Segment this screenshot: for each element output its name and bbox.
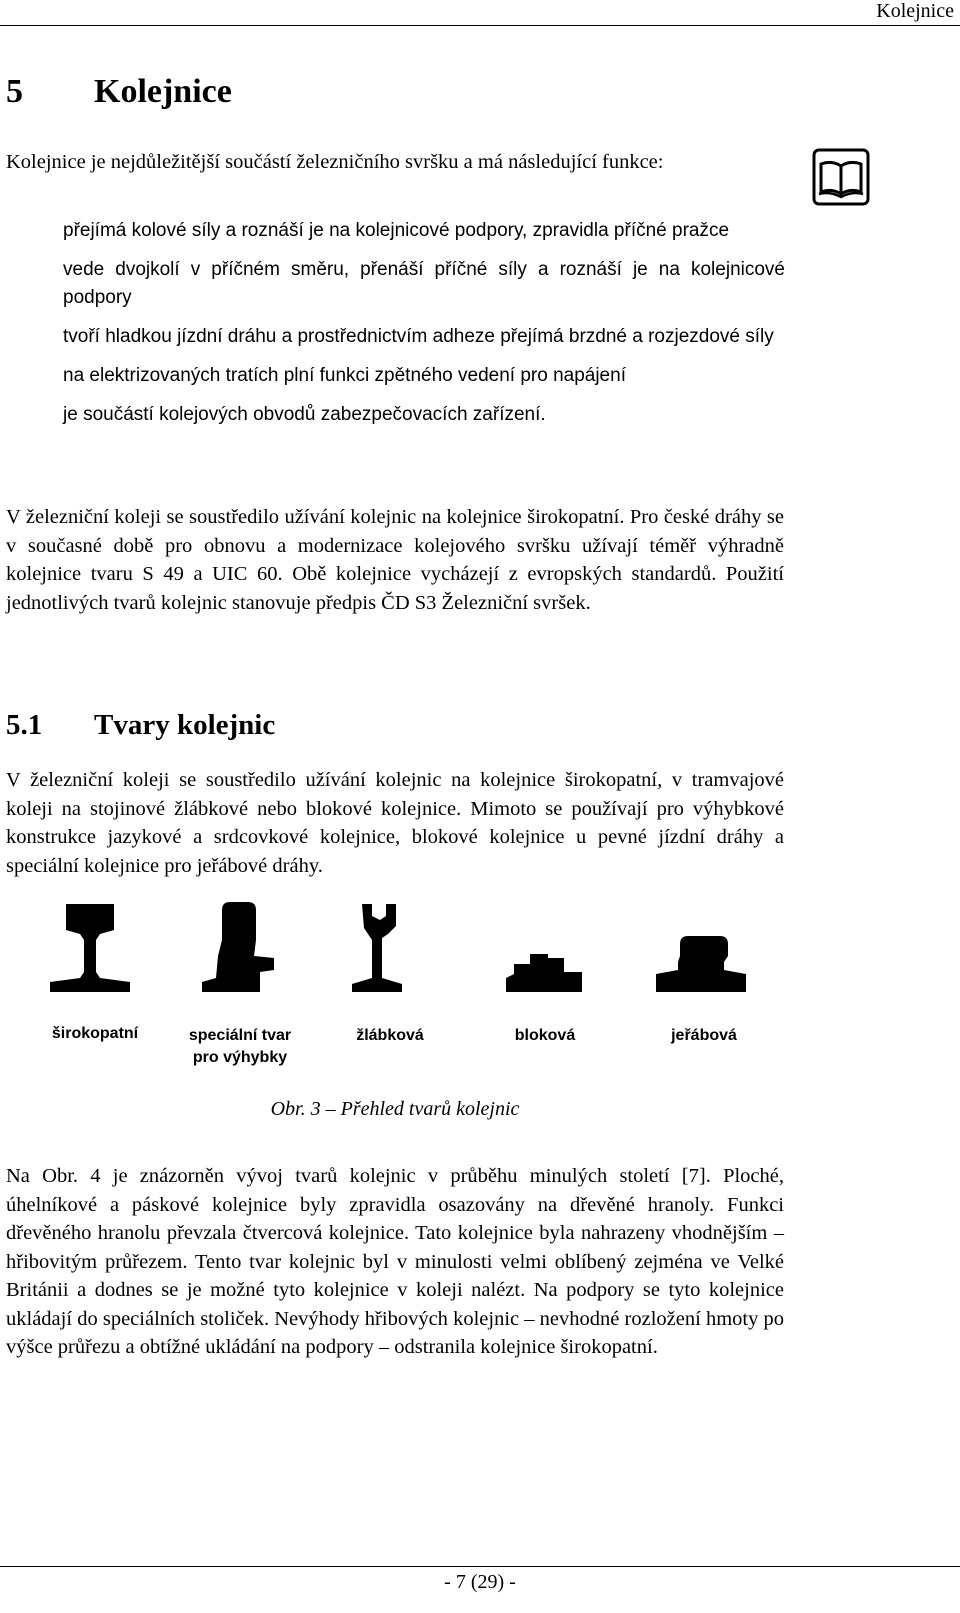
paragraph-rail-types: V železniční koleji se soustředilo užívání kolejnic na kolejnice širokopatní, v tramvajové koleji na stojinové žlábkové nebo blokové kolejnice. Mimoto se používají pro výhybkové konstrukce jazykové a srdcovkové kolejnice, blokové kolejnice u pevné jízdní dráhy a speciální kolejnice pro jeřábové dráhy. xyxy=(6,769,784,877)
chapter-title: Kolejnice xyxy=(94,73,232,110)
paragraph-standards: V železniční koleji se soustředilo užívání kolejnic na kolejnice širokopatní. Pro české dráhy se v současné době pro obnovu a modernizace kolejového svršku užívají téměř výhradně kolejnice tvaru S 49 a UIC 60. Obě kolejnice vycházejí z evropských standardů. Použití jednotlivých tvarů kolejnic stanovuje předpis ČD S3 Železniční svršek. xyxy=(6,506,784,614)
rail-label-crane: jeřábová xyxy=(671,1027,737,1044)
rail-shapes-figure xyxy=(30,898,770,1078)
function-item: vede dvojkolí v příčném směru, přenáší příčné síly a roznáší je na kolejnicové podpory xyxy=(63,259,785,308)
intro-paragraph: Kolejnice je nejdůležitější součástí železničního svršku a má následující funkce: xyxy=(6,151,664,173)
rail-label-grooved: žlábková xyxy=(356,1027,424,1044)
rail-profiles-drawing xyxy=(30,898,770,1028)
switch-rail-profile xyxy=(202,902,274,992)
grooved-rail-profile xyxy=(352,904,402,992)
rail-label-block: bloková xyxy=(514,1027,576,1044)
rail-label-switch-line2: pro výhybky xyxy=(192,1049,288,1066)
figure-caption: Obr. 3 – Přehled tvarů kolejnic xyxy=(270,1098,520,1120)
paragraph-history: Na Obr. 4 je znázorněn vývoj tvarů kolejnic v průběhu minulých století [7]. Ploché, úhelníkové a páskové kolejnice byly zpravidla osazovány na dřevěné hranoly. Funkci dřevěného hranolu převzala čtvercová kolejnice. Tato kolejnice byla nahrazeny vhodnějším – hřibovitým průřezem. Tento tvar kolejnic byl v minulosti velmi oblíbený zejména ve Velké Británii a dodnes se je možné tyto kolejnice v koleji nalézt. Na podpory se tyto kolejnice ukládají do speciálních stoliček. Nevýhody hřibových kolejnic – nevhodné rozložení hmoty po výšce průřezu a obtížné ukládání na podpory – odstranila kolejnice širokopatní. xyxy=(6,1165,784,1358)
footer-rule xyxy=(0,1566,960,1567)
function-item: tvoří hladkou jízdní dráhu a prostřednictvím adheze přejímá brzdné a rozjezdové síly xyxy=(63,326,774,347)
function-item: přejímá kolové síly a roznáší je na kolejnicové podpory, zpravidla příčné pražce xyxy=(63,220,730,241)
function-list xyxy=(63,217,785,440)
rail-label-wide-flange: širokopatní xyxy=(51,1025,139,1042)
function-item: je součástí kolejových obvodů zabezpečovacích zařízení. xyxy=(63,404,546,425)
function-item: na elektrizovaných tratích plní funkci zpětného vedení pro napájení xyxy=(63,365,626,386)
block-rail-profile xyxy=(506,954,582,992)
section-title: Tvary kolejnic xyxy=(94,709,276,741)
running-header: Kolejnice xyxy=(876,0,954,22)
book-icon xyxy=(812,148,870,206)
header-rule xyxy=(0,25,960,26)
chapter-heading xyxy=(6,68,232,116)
section-number: 5.1 xyxy=(6,709,43,741)
page-number: - 7 (29) - xyxy=(444,1571,516,1593)
crane-rail-profile xyxy=(656,936,746,992)
chapter-number: 5 xyxy=(6,73,23,110)
wide-flange-rail-profile xyxy=(50,904,130,992)
rail-label-switch-line1: speciální tvar xyxy=(188,1027,292,1044)
section-heading xyxy=(6,705,275,745)
